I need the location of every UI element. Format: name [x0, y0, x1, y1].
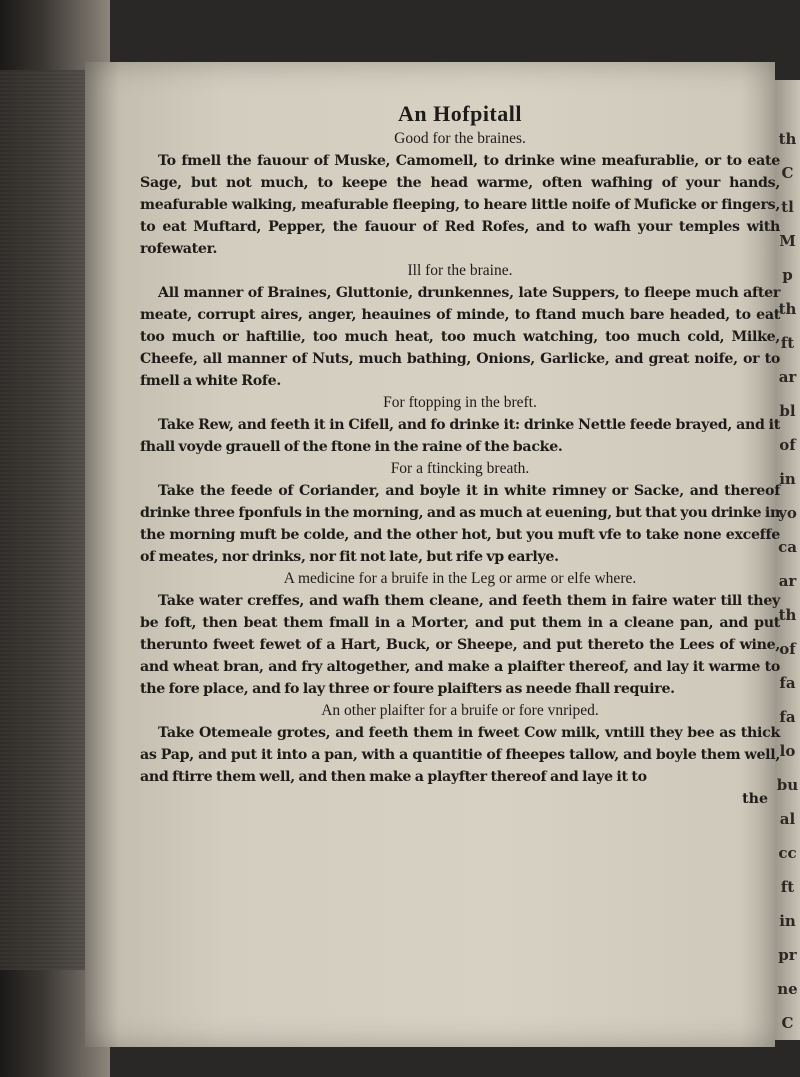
section-text: To fmell the fauour of Muske, Camomell, to drinke wine meafurablie, or to eate Sage, but not much, to keepe the head warme, often wafhing of your hands, meafurable walking, meafurable fleeping, to heare little noife of Muficke or fingers, to eat Muftard, Pepper, the fauour of Red Rofes, and to wafh your temples with rofewater.	[140, 153, 780, 257]
running-head: An Hofpitall	[398, 101, 522, 126]
section-text: Take the feede of Coriander, and boyle it in white rimney or Sacke, and thereof drinke three fponfuls in the morning, and as much at euening, but that you drinke in the morning muft be colde, and the other hot, but you muft vfe to take none exceffe of meates, nor drinks, nor fit not late, but rife vp earlye.	[140, 483, 780, 565]
adjacent-page-fragment: th	[778, 606, 797, 624]
adjacent-page-fragment: of	[779, 436, 796, 454]
adjacent-page-fragment: of	[779, 640, 796, 658]
adjacent-page-fragment: ft	[780, 334, 795, 352]
catchword: the	[742, 791, 768, 807]
adjacent-page-fragment: fa	[779, 708, 796, 726]
section-heading: Ill for the braine.	[407, 262, 513, 279]
adjacent-page-fragment: fa	[779, 674, 796, 692]
binding-cloth	[0, 70, 95, 970]
adjacent-page-fragment: M	[779, 232, 796, 250]
section-heading: For a ftincking breath.	[390, 460, 530, 477]
section-text: Take Rew, and feeth it in Cifell, and fo drinke it: drinke Nettle feede brayed, and it fhall voyde grauell of the ftone in the raine of the backe.	[140, 417, 780, 455]
adjacent-page-fragment: in	[779, 470, 796, 488]
adjacent-page-fragment: tl	[781, 198, 794, 216]
adjacent-page-fragment: yo	[778, 504, 797, 522]
adjacent-page-fragment: cc	[778, 844, 797, 862]
adjacent-page-fragment: th	[778, 130, 797, 148]
adjacent-page-fragment: ft	[780, 878, 795, 896]
section-text: Take water creffes, and wafh them cleane, and feeth them in faire water till they be foft, then beat them fmall in a Morter, and put them in a cleane pan, and put therunto fweet fewet of a Hart, Buck, or Sheepe, and put thereto the Lees of wine, and wheat bran, and fry altogether, and make a plaifter thereof, and lay it warme to the fore place, and fo lay three or foure plaifters as neede fhall require.	[140, 593, 780, 697]
adjacent-page-fragment: ne	[777, 980, 798, 998]
section-heading: For ftopping in the breft.	[383, 394, 537, 411]
section-text: Take Otemeale grotes, and feeth them in fweet Cow milk, vntill they bee as thick as Pap, and put it into a pan, with a quantitie of fheepes tallow, and boyle them well, and ftirre them well, and then make a playfter thereof and laye it to	[140, 725, 780, 785]
recipe-sections	[140, 128, 780, 788]
adjacent-page-fragment: C	[781, 1014, 794, 1032]
adjacent-page-fragment: p	[782, 266, 793, 284]
page-content	[140, 100, 780, 810]
adjacent-page-fragment: bu	[776, 776, 799, 794]
section-heading: A medicine for a bruife in the Leg or arme or elfe where.	[283, 570, 637, 587]
adjacent-page-fragment: ar	[778, 368, 797, 386]
adjacent-page-fragment: pr	[778, 946, 797, 964]
section-heading: Good for the braines.	[394, 130, 526, 147]
adjacent-page-fragment: th	[778, 300, 797, 318]
adjacent-page-fragment: ar	[778, 572, 797, 590]
adjacent-page-fragment: in	[779, 912, 796, 930]
adjacent-page-fragment: al	[779, 810, 796, 828]
adjacent-page-fragment: lo	[779, 742, 796, 760]
adjacent-page-fragment: C	[781, 164, 794, 182]
section-text: All manner of Braines, Gluttonie, drunkennes, late Suppers, to fleepe much after meate, corrupt aires, anger, heauines of minde, to ftand much bare headed, to eat too much or haftilie, too much heat, too much watching, too much cold, Milke, Cheefe, all manner of Nuts, much bathing, Onions, Garlicke, and great noife, or to fmell a white Rofe.	[140, 285, 780, 389]
section-heading: An other plaifter for a bruife or fore vnriped.	[321, 702, 599, 719]
adjacent-page-fragment: bl	[779, 402, 796, 420]
adjacent-page-fragment: ca	[778, 538, 797, 556]
